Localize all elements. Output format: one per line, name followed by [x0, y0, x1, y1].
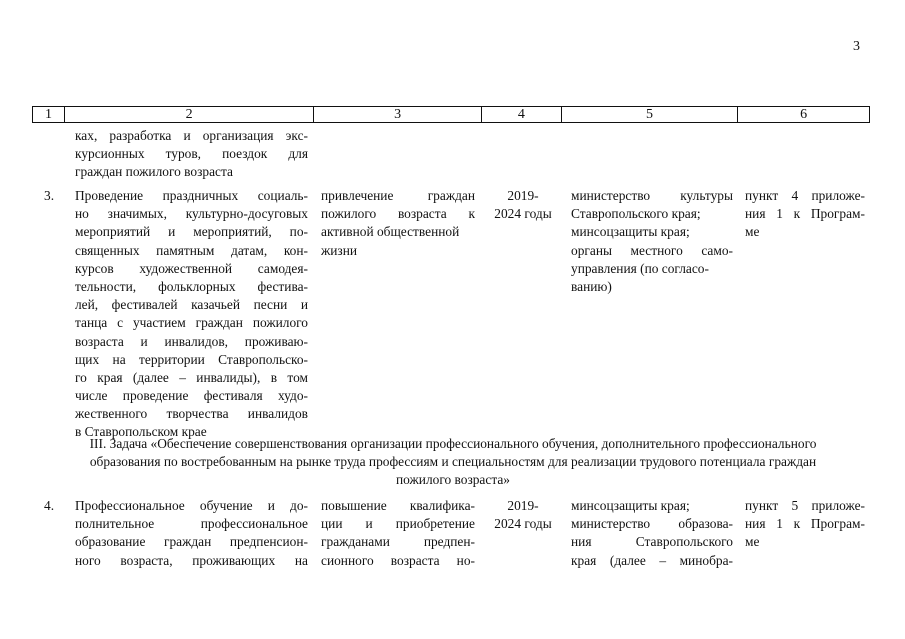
row3-result: [321, 187, 475, 260]
text-line: 2024 годы: [494, 206, 552, 222]
row4-executor: [571, 497, 733, 570]
text-line: минсоцзащиты края;: [571, 498, 690, 513]
text-line: курсионных туров, поездок для: [75, 146, 308, 162]
text-line: Ставропольского края;: [571, 206, 701, 222]
text-line: минсоцзащиты края;: [571, 224, 690, 240]
text-line: Профессиональное обучение и до-: [75, 498, 308, 513]
text-line: полнительное профессиональное: [75, 516, 308, 532]
text-line: гражданами предпен-: [321, 534, 475, 550]
header-col-3: 3: [314, 107, 482, 122]
text-line: образование граждан предпенсион-: [75, 534, 308, 550]
text-line: в Ставропольском крае: [75, 424, 207, 440]
text-line: III. Задача «Обеспечение совершенствования организации профессионального обучения, дополнительного профессионального: [89, 436, 817, 451]
text-line: жизни: [321, 242, 358, 258]
row4-result: [321, 497, 475, 570]
text-line: управления (по согласо-: [571, 260, 709, 276]
text-line: пожилого возраста»: [396, 472, 510, 488]
text-line: привлечение граждан: [321, 188, 475, 203]
header-col-2: 2: [65, 107, 314, 122]
row3-note: [745, 187, 865, 242]
text-line: ме: [745, 534, 760, 550]
text-line: пункт 4 приложе-: [745, 188, 865, 203]
header-col-5: 5: [562, 107, 739, 122]
text-line: министерство образова-: [571, 516, 733, 532]
text-line: Проведение праздничных социаль-: [75, 188, 308, 203]
row3-number: 3.: [44, 188, 55, 203]
text-line: ния 1 к Програм-: [745, 516, 865, 532]
text-line: ках, разработка и организация экс-: [75, 128, 308, 143]
text-line: образования по востребованным на рынке труда профессиям и специальностям для реализации трудового потенциала граждан: [89, 454, 817, 470]
text-line: пункт 5 приложе-: [745, 498, 865, 513]
continuation-event-text: [75, 127, 308, 182]
row4-note: [745, 497, 865, 552]
text-line: пожилого возраста к: [321, 206, 475, 222]
text-line: щих на территории Ставропольско-: [75, 351, 308, 367]
text-line: ния 1 к Програм-: [745, 206, 865, 222]
text-line: возраста и инвалидов, проживаю-: [75, 333, 308, 349]
header-col-6: 6: [800, 107, 808, 122]
text-line: края (далее – минобра-: [571, 552, 733, 568]
header-col-1: 1: [33, 107, 65, 122]
text-line: танца с участием граждан пожилого: [75, 315, 308, 331]
header-col-4: 4: [482, 107, 562, 122]
text-line: жественного творчества инвалидов: [75, 406, 308, 422]
text-line: активной общественной: [321, 224, 460, 240]
task-heading: [38, 435, 868, 490]
text-line: ния Ставропольского: [571, 534, 733, 550]
text-line: органы местного само-: [571, 242, 733, 258]
table-header-row: [32, 106, 870, 123]
text-line: лей, фестивалей казачьей песни и: [75, 297, 308, 313]
text-line: но значимых, культурно-досуговых: [75, 206, 308, 222]
row4-period: [487, 497, 559, 533]
text-line: го края (далее – инвалиды), в том: [75, 369, 308, 385]
row3-executor: [571, 187, 733, 296]
text-line: ного возраста, проживающих на: [75, 552, 308, 568]
text-line: курсов художественной самодея-: [75, 260, 308, 276]
text-line: мероприятий и мероприятий, по-: [75, 224, 308, 240]
text-line: 2019-: [507, 498, 539, 513]
text-line: ции и приобретение: [321, 516, 475, 532]
row3-event: [75, 187, 308, 442]
text-line: 2024 годы: [494, 516, 552, 532]
page-number: 3: [853, 39, 860, 54]
text-line: граждан пожилого возраста: [75, 164, 233, 180]
text-line: повышение квалифика-: [321, 498, 475, 513]
text-line: ванию): [571, 278, 612, 294]
text-line: священных памятным датам, кон-: [75, 242, 308, 258]
text-line: 2019-: [507, 188, 539, 203]
text-line: министерство культуры: [571, 188, 733, 203]
row3-period: [487, 187, 559, 223]
row4-event: [75, 497, 308, 570]
row4-number: 4.: [44, 498, 55, 513]
text-line: тельности, фольклорных фестива-: [75, 278, 308, 294]
text-line: числе проведение фестиваля худо-: [75, 388, 308, 404]
text-line: ме: [745, 224, 760, 240]
text-line: сионного возраста но-: [321, 552, 475, 568]
